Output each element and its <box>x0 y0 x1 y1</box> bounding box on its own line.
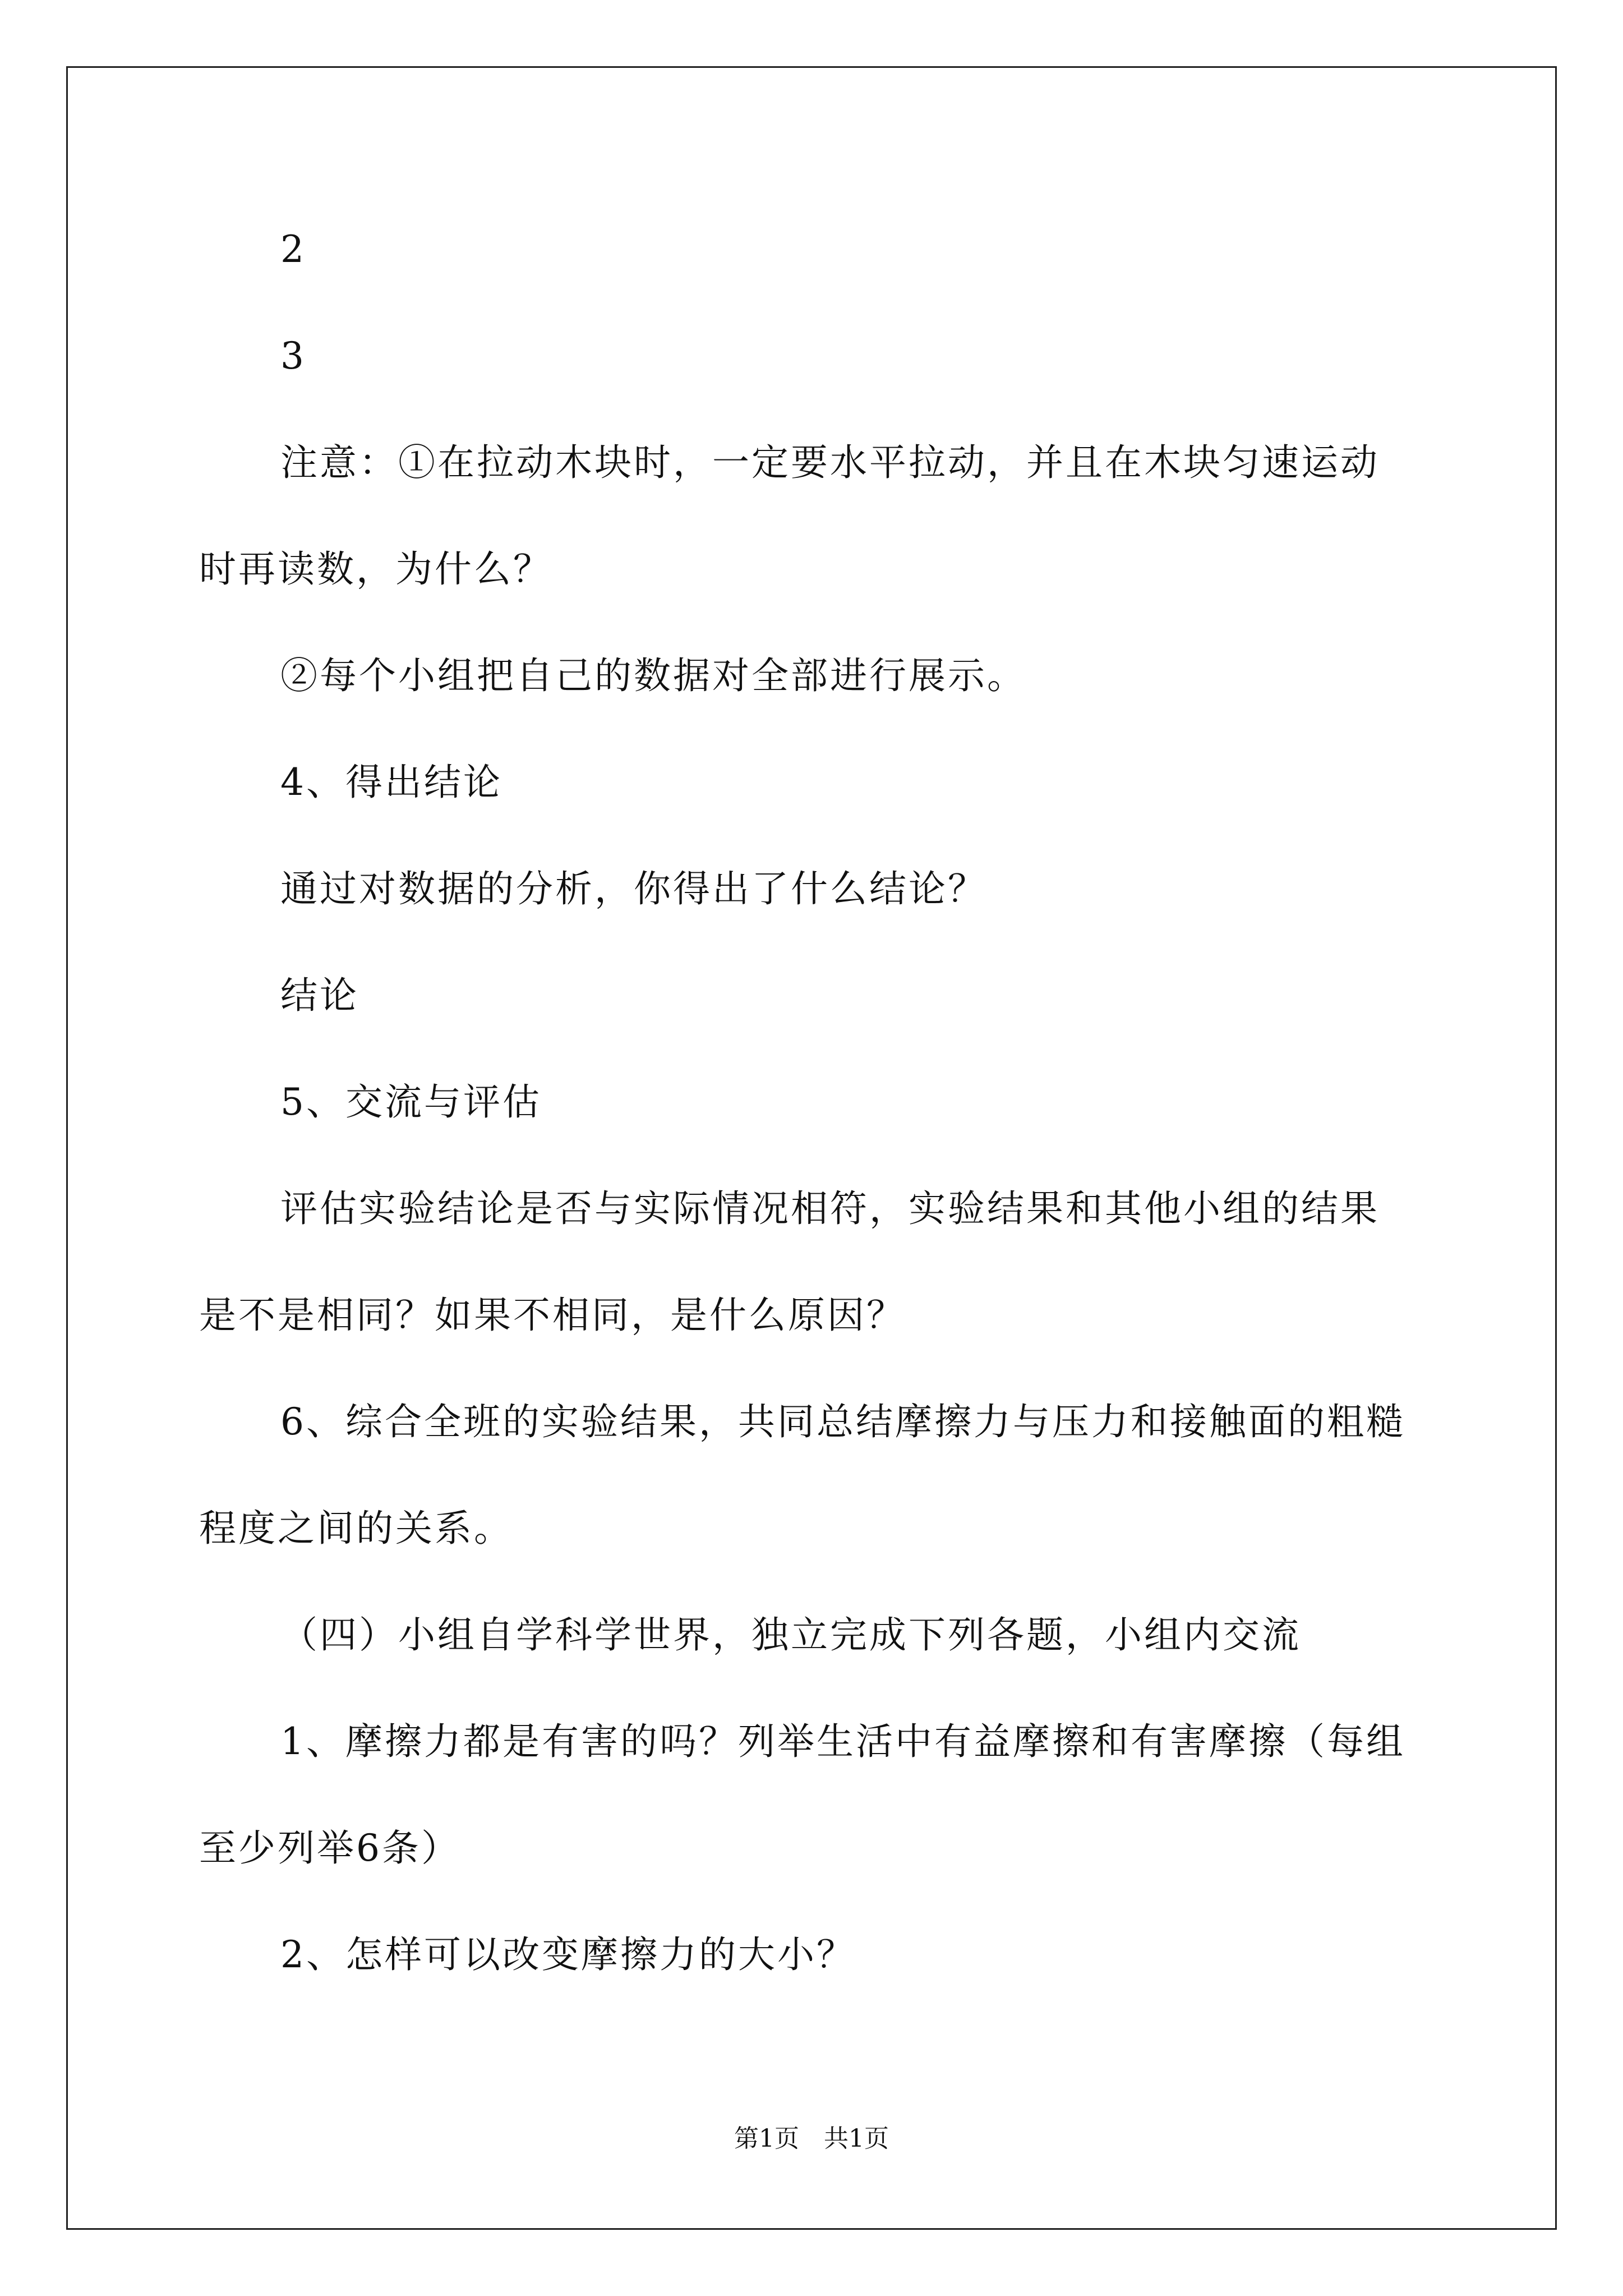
text-line-8: 结论 <box>280 974 359 1017</box>
text-line-13: 程度之间的关系。 <box>199 1507 513 1550</box>
text-line-12: 6、综合全班的实验结果，共同总结摩擦力与压力和接触面的粗糙 <box>280 1400 1405 1443</box>
text-line-16: 至少列举6条） <box>199 1826 460 1870</box>
text-line-1: 2 <box>280 228 306 271</box>
text-line-15: 1、摩擦力都是有害的吗？列举生活中有益摩擦和有害摩擦（每组 <box>280 1720 1405 1763</box>
text-line-4: 时再读数，为什么？ <box>199 547 552 591</box>
text-line-5: ②每个小组把自己的数据对全部进行展示。 <box>280 654 1026 697</box>
page-footer: 第1页 共1页 <box>734 2124 889 2153</box>
text-line-2: 3 <box>280 334 306 378</box>
text-line-3: 注意：①在拉动木块时，一定要水平拉动，并且在木块匀速运动 <box>280 441 1380 484</box>
text-line-11: 是不是相同？如果不相同，是什么原因？ <box>199 1294 906 1337</box>
text-line-14: （四）小组自学科学世界，独立完成下列各题，小组内交流 <box>280 1613 1301 1657</box>
text-line-7: 通过对数据的分析，你得出了什么结论？ <box>280 867 987 910</box>
text-line-9: 5、交流与评估 <box>280 1080 542 1124</box>
text-line-17: 2、怎样可以改变摩擦力的大小？ <box>280 1933 856 1976</box>
page-border <box>66 66 1557 2230</box>
text-line-10: 评估实验结论是否与实际情况相符，实验结果和其他小组的结果 <box>280 1187 1380 1230</box>
text-line-6: 4、得出结论 <box>280 761 502 804</box>
